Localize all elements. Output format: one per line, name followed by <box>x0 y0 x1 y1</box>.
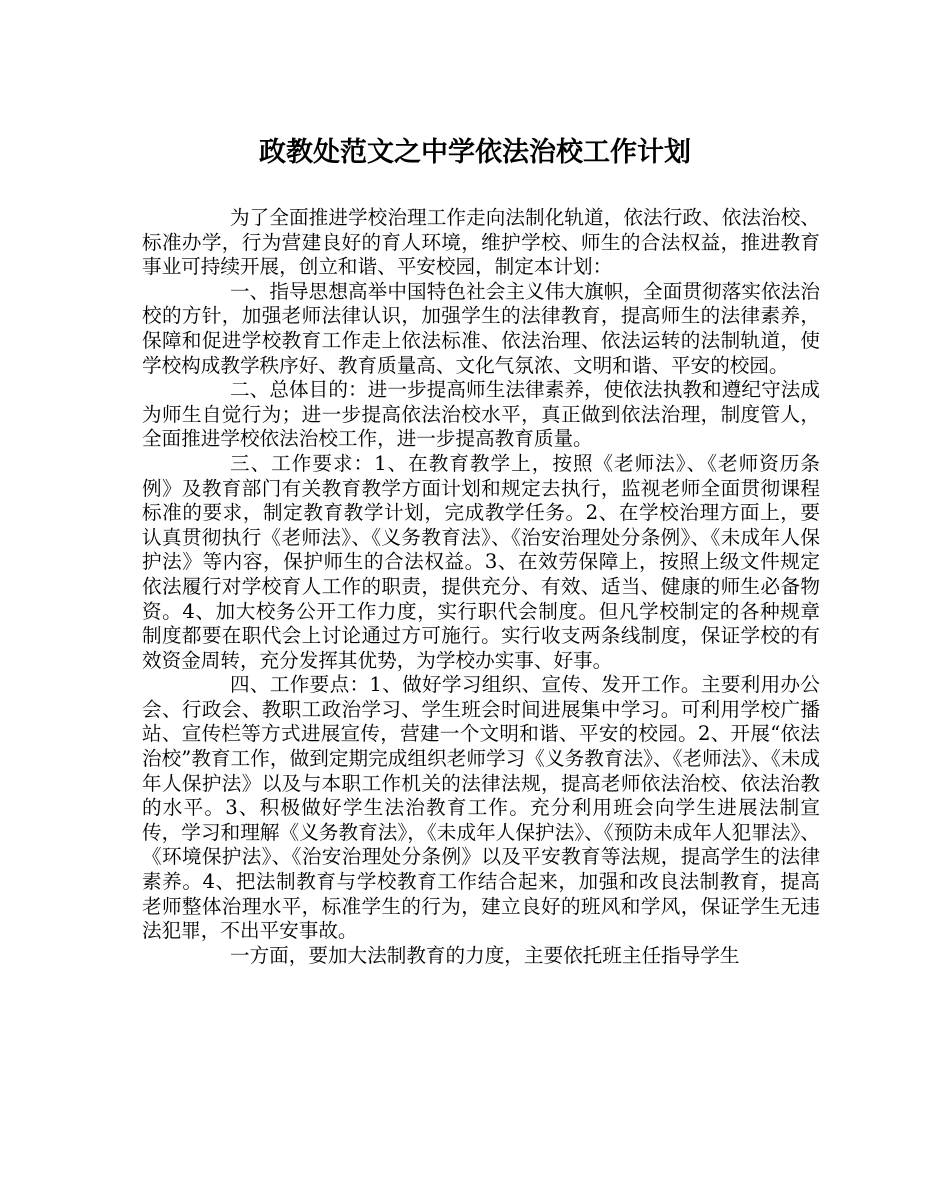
paragraph-work-points: 四、工作要点：1、做好学习组织、宣传、发开工作。主要利用办公会、行政会、教职工政治学习、学生班会时间进展集中学习。可利用学校广播站、宣传栏等方式进展宣传，营建一个文明和谐、平安的校园。2、开展“依法治校”教育工作，做到定期完成组织老师学习《义务教育法》、《老师法》、《未成年人保护法》以及与本职工作机关的法律法规，提高老师依法治校、依法治教的水平。3、积极做好学生法治教育工作。充分利用班会向学生进展法制宣传，学习和理解《义务教育法》，《未成年人保护法》、《预防未成年人犯罪法》、《环境保护法》、《治安治理处分条例》以及平安教育等法规，提高学生的法律素养。4、把法制教育与学校教育工作结合起来，加强和改良法制教育，提高老师整体治理水平，标准学生的行为，建立良好的班风和学风，保证学生无违法犯罪，不出平安事故。 <box>142 673 820 943</box>
paragraph-continuation: 一方面，要加大法制教育的力度，主要依托班主任指导学生 <box>230 943 740 967</box>
paragraph-work-requirements: 三、工作要求：1、在教育教学上，按照《老师法》、《老师资历条例》及教育部门有关教育教学方面计划和规定去执行，监视老师全面贯彻课程标准的要求，制定教育教学计划，完成教学任务。2、在学校治理方面上，要认真贯彻执行《老师法》、《义务教育法》、《治安治理处分条例》、《未成年人保护法》等内容，保护师生的合法权益。3、在效劳保障上，按照上级文件规定依法履行对学校育人工作的职责，提供充分、有效、适当、健康的师生必备物资。4、加大校务公开工作力度，实行职代会制度。但凡学校制定的各种规章制度都要在职代会上讨论通过方可施行。实行收支两条线制度，保证学校的有效资金周转，充分发挥其优势，为学校办实事、好事。 <box>142 451 820 672</box>
document-body <box>142 206 820 968</box>
paragraph-overall-goal: 二、总体目的：进一步提高师生法律素养，使依法执教和遵纪守法成为师生自觉行为；进一步提高依法治校水平，真正做到依法治理，制度管人，全面推进学校依法治校工作，进一步提高教育质量。 <box>142 378 820 451</box>
document-title: 政教处范文之中学依法治校工作计划 <box>259 137 691 168</box>
paragraph-guiding-ideology: 一、指导思想高举中国特色社会主义伟大旗帜，全面贯彻落实依法治校的方针，加强老师法律认识，加强学生的法律教育，提高师生的法律素养，保障和促进学校教育工作走上依法标准、依法治理、依法运转的法制轨道，使学校构成教学秩序好、教育质量高、文化气氛浓、文明和谐、平安的校园。 <box>142 279 820 377</box>
paragraph-intro: 为了全面推进学校治理工作走向法制化轨道，依法行政、依法治校、标准办学，行为营建良好的育人环境，维护学校、师生的合法权益，推进教育事业可持续开展，创立和谐、平安校园，制定本计划： <box>142 206 820 279</box>
